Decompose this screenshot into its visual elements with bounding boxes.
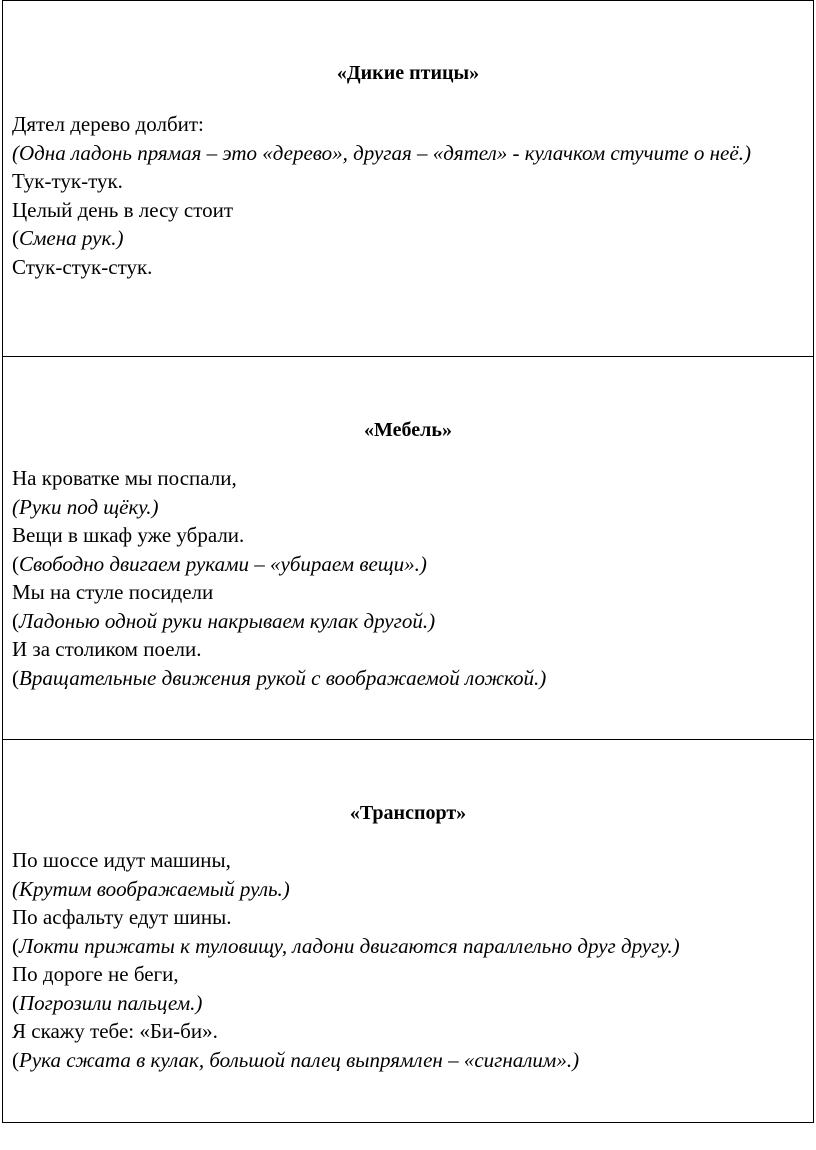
line-text: Погрозили пальцем.)	[19, 990, 203, 1015]
stage-direction	[12, 875, 803, 904]
line-text: Рука сжата в кулак, большой палец выпрямлен – «сигналим».)	[19, 1047, 580, 1072]
open-paren: (	[12, 990, 19, 1015]
section-title: «Транспорт»	[349, 802, 467, 824]
line-text: Стук-стук-стук.	[12, 254, 153, 279]
verse-line	[12, 578, 803, 607]
line-text: Вещи в шкаф уже убрали.	[12, 523, 245, 547]
section-furniture	[2, 356, 814, 740]
line-text: (Крутим воображаемый руль.)	[12, 876, 290, 901]
line-text: Вращательные движения рукой с воображаемой ложкой.)	[19, 665, 547, 690]
line-text: Локти прижаты к туловищу, ладони двигаются параллельно друг другу.)	[19, 933, 680, 958]
line-text: Мы на стуле посидели	[12, 580, 214, 604]
stage-direction	[12, 664, 803, 693]
section-lines	[12, 846, 803, 1074]
verse-line	[12, 846, 803, 875]
stage-direction	[12, 607, 803, 636]
verse-line	[12, 903, 803, 932]
verse-line	[12, 253, 803, 282]
stage-direction	[12, 989, 803, 1018]
line-text: Смена рук.)	[19, 226, 124, 250]
stage-direction	[12, 550, 803, 579]
section-transport	[2, 739, 814, 1123]
open-paren: (	[12, 608, 19, 633]
section-title: «Мебель»	[364, 419, 452, 441]
verse-line	[12, 464, 803, 493]
open-paren: (	[12, 1047, 19, 1072]
section-wild-birds	[2, 0, 814, 357]
line-text: Тук-тук-тук.	[12, 169, 123, 193]
verse-line	[12, 167, 803, 196]
line-text: (Руки под щёку.)	[12, 494, 159, 519]
line-text: По шоссе идут машины,	[12, 848, 231, 872]
line-text: Свободно двигаем руками – «убираем вещи».)	[19, 551, 427, 576]
verse-line	[12, 635, 803, 664]
verse-line	[12, 110, 803, 139]
stage-direction	[12, 1046, 803, 1075]
verse-line	[12, 960, 803, 989]
open-paren: (	[12, 551, 19, 576]
stage-direction	[12, 493, 803, 522]
section-lines	[12, 110, 803, 281]
line-text: Ладонью одной руки накрываем кулак другой.)	[19, 608, 436, 633]
stage-direction	[12, 139, 803, 168]
open-paren: (	[12, 226, 19, 250]
section-title: «Дикие птицы»	[336, 62, 480, 84]
stage-direction	[12, 932, 803, 961]
line-text: (Одна ладонь прямая – это «дерево», другая – «дятел» - кулачком стучите о неё.)	[12, 140, 751, 165]
line-text: И за столиком поели.	[12, 637, 202, 661]
line-text: По дороге не беги,	[12, 962, 179, 986]
stage-direction	[12, 224, 803, 253]
verse-line	[12, 196, 803, 225]
open-paren: (	[12, 665, 19, 690]
open-paren: (	[12, 933, 19, 958]
verse-line	[12, 521, 803, 550]
line-text: Дятел дерево долбит:	[12, 112, 204, 136]
line-text: На кроватке мы поспали,	[12, 466, 237, 490]
line-text: По асфальту едут шины.	[12, 905, 232, 929]
line-text: Целый день в лесу стоит	[12, 197, 234, 222]
section-lines	[12, 464, 803, 692]
line-text: Я скажу тебе: «Би-би».	[12, 1019, 218, 1043]
verse-line	[12, 1017, 803, 1046]
